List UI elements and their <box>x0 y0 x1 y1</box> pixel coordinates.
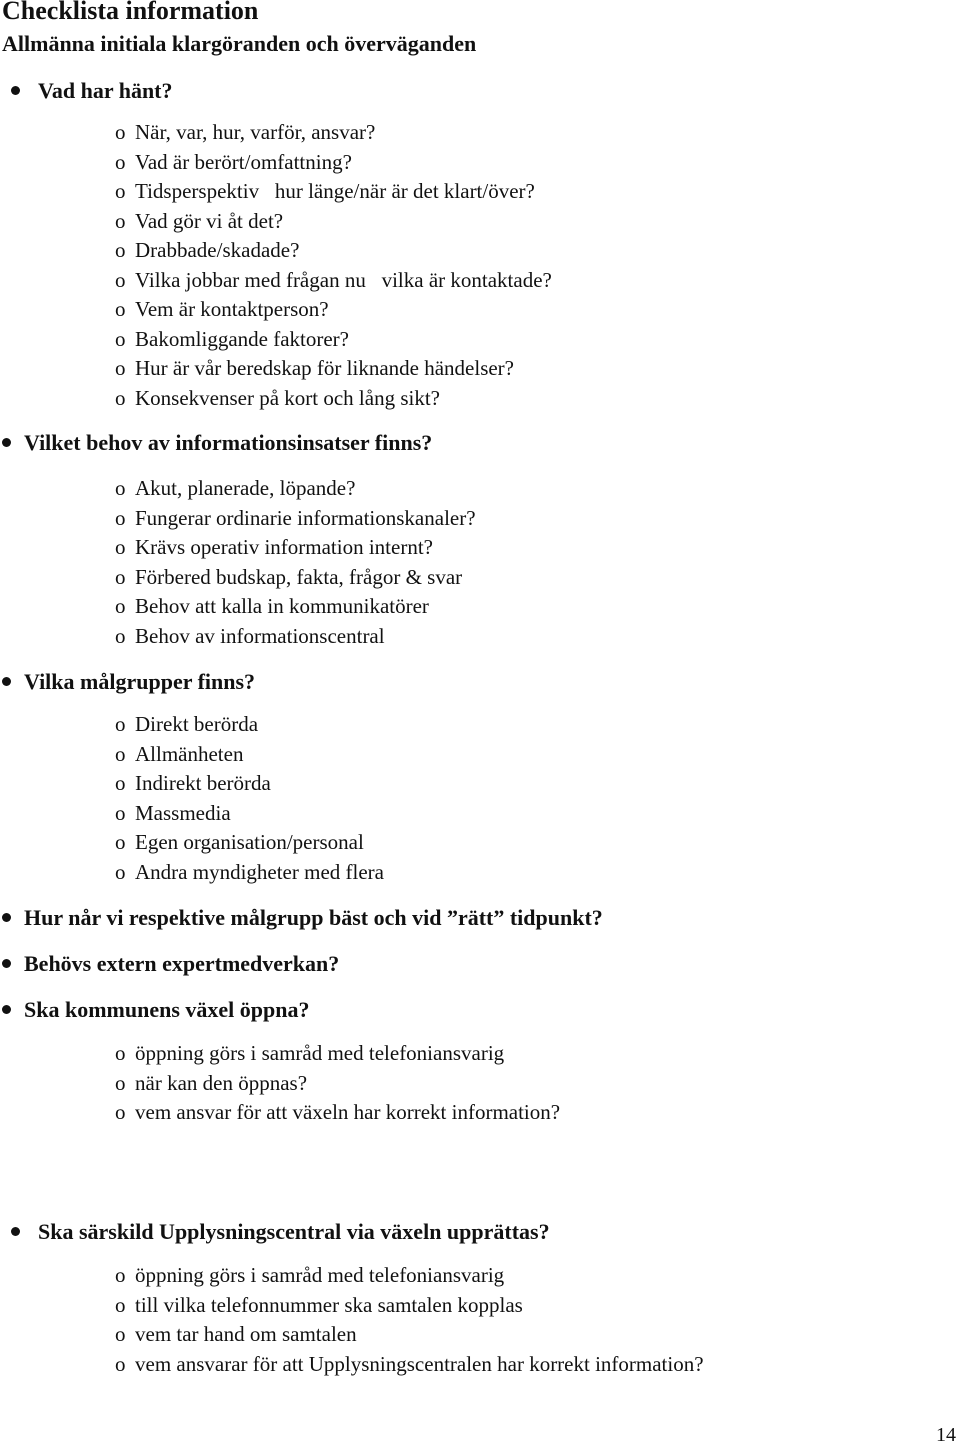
list-item: o öppning görs i samråd med telefoniansvarig <box>115 1039 560 1069</box>
bullet-icon <box>2 438 11 447</box>
section-heading-text: Hur når vi respektive målgrupp bäst och vid ”rätt” tidpunkt? <box>24 905 603 930</box>
list-marker: o <box>115 771 126 795</box>
list-marker: o <box>115 267 126 292</box>
list-marker: o <box>115 120 126 144</box>
list-marker: o <box>115 741 126 766</box>
list-item: o Allmänheten <box>115 740 384 770</box>
section-heading-expertmedverkan <box>24 951 339 977</box>
list-item: o till vilka telefonnummer ska samtalen kopplas <box>115 1291 704 1321</box>
list-item: o när kan den öppnas? <box>115 1069 560 1099</box>
list-item: o Drabbade/skadade? <box>115 236 552 266</box>
list-item: o Hur är vår beredskap för liknande händelser? <box>115 354 552 384</box>
list-item: o Fungerar ordinarie informationskanaler? <box>115 504 476 534</box>
section-list-vad-har-hant <box>115 118 552 413</box>
list-marker: o <box>115 800 126 825</box>
section-heading-ratt-tidpunkt <box>24 905 603 931</box>
list-marker: o <box>115 1292 126 1317</box>
list-marker: o <box>115 1070 126 1095</box>
list-item: o Akut, planerade, löpande? <box>115 474 476 504</box>
list-marker: o <box>115 149 126 174</box>
list-item: o Bakomliggande faktorer? <box>115 325 552 355</box>
section-heading-text: Ska särskild Upplysningscentral via växeln upprättas? <box>38 1219 550 1244</box>
bullet-icon <box>11 1227 20 1236</box>
section-heading-text: Ska kommunens växel öppna? <box>24 997 310 1022</box>
list-marker: o <box>115 1100 126 1124</box>
bullet-icon <box>2 913 11 922</box>
list-marker: o <box>115 1263 126 1287</box>
list-item: o Behov att kalla in kommunikatörer <box>115 592 476 622</box>
section-heading-vaxel <box>24 997 309 1023</box>
section-heading-upplysningscentral <box>38 1219 550 1245</box>
list-marker: o <box>115 356 126 380</box>
list-item: o Vad är berört/omfattning? <box>115 148 552 178</box>
list-marker: o <box>115 859 126 884</box>
bullet-icon <box>2 677 11 686</box>
list-marker: o <box>115 564 126 589</box>
bullet-icon <box>2 1005 11 1014</box>
list-item: o Indirekt berörda <box>115 769 384 799</box>
list-item: o Tidsperspektiv hur länge/när är det klart/över? <box>115 177 552 207</box>
list-marker: o <box>115 297 126 321</box>
list-item: o Vem är kontaktperson? <box>115 295 552 325</box>
list-item: o När, var, hur, varför, ansvar? <box>115 118 552 148</box>
list-item: o öppning görs i samråd med telefoniansvarig <box>115 1261 704 1291</box>
list-marker: o <box>115 535 126 559</box>
list-marker: o <box>115 712 126 736</box>
section-heading-text: Vilka målgrupper finns? <box>24 669 256 694</box>
section-heading-text: Behövs extern expertmedverkan? <box>24 951 340 976</box>
list-marker: o <box>115 594 126 618</box>
list-item: o vem ansvarar för att Upplysningscentralen har korrekt information? <box>115 1350 704 1380</box>
bullet-icon <box>11 86 20 95</box>
section-heading-vad-har-hant <box>38 78 173 104</box>
bullet-icon <box>2 959 11 968</box>
list-marker: o <box>115 1041 126 1065</box>
section-list-upplysningscentral <box>115 1261 704 1379</box>
section-heading-informationsinsatser <box>24 430 432 456</box>
list-item: o vem ansvar för att växeln har korrekt information? <box>115 1098 560 1128</box>
list-marker: o <box>115 1322 126 1346</box>
list-marker: o <box>115 1351 126 1376</box>
section-list-malgrupper <box>115 710 384 887</box>
list-item: o Vad gör vi åt det? <box>115 207 552 237</box>
list-item: o Direkt berörda <box>115 710 384 740</box>
list-marker: o <box>115 505 126 530</box>
list-item: o Krävs operativ information internt? <box>115 533 476 563</box>
section-list-informationsinsatser <box>115 474 476 651</box>
section-heading-malgrupper <box>24 669 255 695</box>
page-subtitle: Allmänna initiala klargöranden och överväganden <box>2 31 477 56</box>
list-item: o Andra myndigheter med flera <box>115 858 384 888</box>
page-title: Checklista information <box>2 0 259 25</box>
list-item: o Behov av informationscentral <box>115 622 476 652</box>
list-marker: o <box>115 476 126 500</box>
section-list-vaxel <box>115 1039 560 1128</box>
list-item: o Massmedia <box>115 799 384 829</box>
list-marker: o <box>115 385 126 410</box>
list-marker: o <box>115 238 126 262</box>
list-marker: o <box>115 830 126 854</box>
list-item: o Egen organisation/personal <box>115 828 384 858</box>
list-item: o vem tar hand om samtalen <box>115 1320 704 1350</box>
section-heading-text: Vad har hänt? <box>38 78 173 103</box>
list-marker: o <box>115 623 126 648</box>
list-item: o Förbered budskap, fakta, frågor & svar <box>115 563 476 593</box>
list-marker: o <box>115 208 126 233</box>
list-item: o Vilka jobbar med frågan nu vilka är kontaktade? <box>115 266 552 296</box>
list-item: o Konsekvenser på kort och lång sikt? <box>115 384 552 414</box>
list-marker: o <box>115 179 126 203</box>
section-heading-text: Vilket behov av informationsinsatser finns? <box>24 430 433 455</box>
page-number: 14 <box>936 1424 956 1446</box>
list-marker: o <box>115 326 126 351</box>
